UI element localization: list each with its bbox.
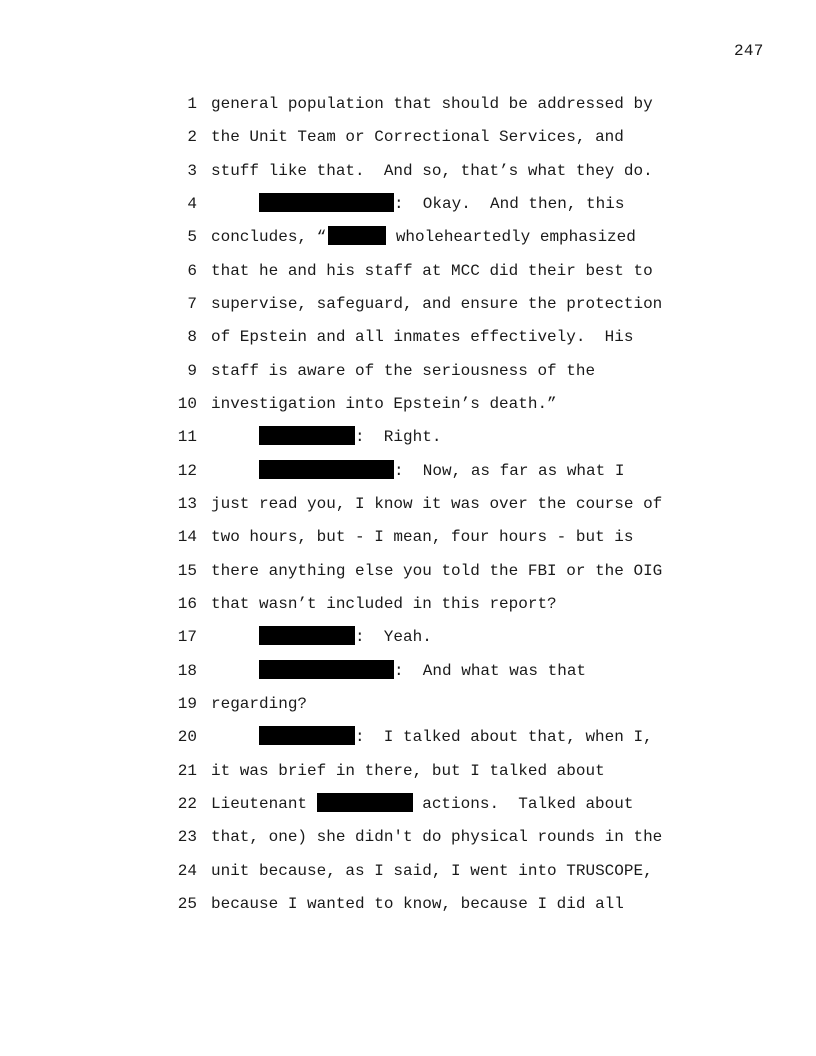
transcript-line: [0, 91, 816, 117]
redaction-box: [259, 626, 355, 645]
line-text: [211, 624, 432, 650]
line-number: 4: [187, 195, 197, 213]
line-text: [211, 658, 586, 684]
line-text: staff is aware of the seriousness of the: [211, 362, 596, 380]
line-number: 24: [177, 862, 197, 880]
redaction-box: [259, 193, 394, 212]
line-text-after: : And what was that: [394, 662, 587, 680]
redaction-box: [259, 426, 355, 445]
transcript-line: [0, 291, 816, 317]
transcript-line: [0, 124, 816, 150]
line-number: 20: [177, 728, 197, 746]
line-text-after: wholeheartedly emphasized: [386, 228, 636, 246]
line-text: [211, 224, 636, 250]
transcript-line: [0, 324, 816, 350]
transcript-line: [0, 624, 816, 650]
line-number: 19: [177, 695, 197, 713]
line-number: 17: [177, 628, 197, 646]
line-text-before: concludes, “: [211, 228, 327, 246]
line-number: 12: [177, 462, 197, 480]
line-text: general population that should be addressed by: [211, 95, 653, 113]
transcript-line: [0, 858, 816, 884]
transcript-line: [0, 758, 816, 784]
line-text: that wasn’t included in this report?: [211, 595, 557, 613]
line-number: 6: [187, 262, 197, 280]
line-text-after: : Yeah.: [355, 628, 432, 646]
transcript-line: [0, 658, 816, 684]
line-text-after: : Okay. And then, this: [394, 195, 625, 213]
line-text: regarding?: [211, 695, 308, 713]
line-text: unit because, as I said, I went into TRUSCOPE,: [211, 862, 653, 880]
line-text: stuff like that. And so, that’s what they do.: [211, 162, 653, 180]
line-text: [211, 791, 633, 817]
line-text: [211, 724, 653, 750]
line-text: [211, 458, 624, 484]
line-number: 3: [187, 162, 197, 180]
line-number: 1: [187, 95, 197, 113]
line-text-after: : Now, as far as what I: [394, 462, 625, 480]
line-text: the Unit Team or Correctional Services, and: [211, 128, 624, 146]
line-text-after: : I talked about that, when I,: [355, 728, 653, 746]
line-text: of Epstein and all inmates effectively. His: [211, 328, 634, 346]
line-number: 18: [177, 662, 197, 680]
line-number: 9: [187, 362, 197, 380]
line-number: 10: [177, 395, 197, 413]
line-number: 21: [177, 762, 197, 780]
line-number: 5: [187, 228, 197, 246]
line-text: there anything else you told the FBI or the OIG: [211, 562, 663, 580]
transcript-line: [0, 191, 816, 217]
line-text: that he and his staff at MCC did their best to: [211, 262, 653, 280]
line-number: 25: [177, 895, 197, 913]
line-number: 7: [187, 295, 197, 313]
line-text: because I wanted to know, because I did all: [211, 895, 624, 913]
transcript-line: [0, 591, 816, 617]
transcript-line: [0, 691, 816, 717]
line-number: 2: [187, 128, 197, 146]
line-text: investigation into Epstein’s death.”: [211, 395, 557, 413]
transcript-line: [0, 791, 816, 817]
line-number: 14: [177, 528, 197, 546]
line-number: 13: [177, 495, 197, 513]
transcript-line: [0, 524, 816, 550]
transcript-line: [0, 224, 816, 250]
line-text: just read you, I know it was over the course of: [211, 495, 663, 513]
line-text: supervise, safeguard, and ensure the protection: [211, 295, 663, 313]
line-text: it was brief in there, but I talked about: [211, 762, 605, 780]
transcript-line: [0, 491, 816, 517]
transcript-line: [0, 158, 816, 184]
transcript-line: [0, 258, 816, 284]
line-text: [211, 191, 624, 217]
page-number: 247: [734, 42, 764, 60]
redaction-box: [259, 660, 394, 679]
line-text: that, one) she didn't do physical rounds in the: [211, 828, 663, 846]
transcript-line: [0, 824, 816, 850]
line-number: 11: [177, 428, 197, 446]
line-number: 22: [177, 795, 197, 813]
redaction-box: [259, 460, 394, 479]
transcript-line: [0, 391, 816, 417]
transcript-line: [0, 458, 816, 484]
redaction-box: [317, 793, 413, 812]
transcript-line: [0, 891, 816, 917]
redaction-box: [328, 226, 386, 245]
line-text-before: Lieutenant: [211, 795, 317, 813]
line-number: 15: [177, 562, 197, 580]
line-text-after: : Right.: [355, 428, 442, 446]
line-text-after: actions. Talked about: [412, 795, 634, 813]
transcript-line: [0, 724, 816, 750]
line-number: 8: [187, 328, 197, 346]
line-text: two hours, but - I mean, four hours - but is: [211, 528, 634, 546]
transcript-line: [0, 424, 816, 450]
transcript-line: [0, 358, 816, 384]
redaction-box: [259, 726, 355, 745]
line-number: 16: [177, 595, 197, 613]
transcript-line: [0, 558, 816, 584]
line-text: [211, 424, 441, 450]
line-number: 23: [177, 828, 197, 846]
